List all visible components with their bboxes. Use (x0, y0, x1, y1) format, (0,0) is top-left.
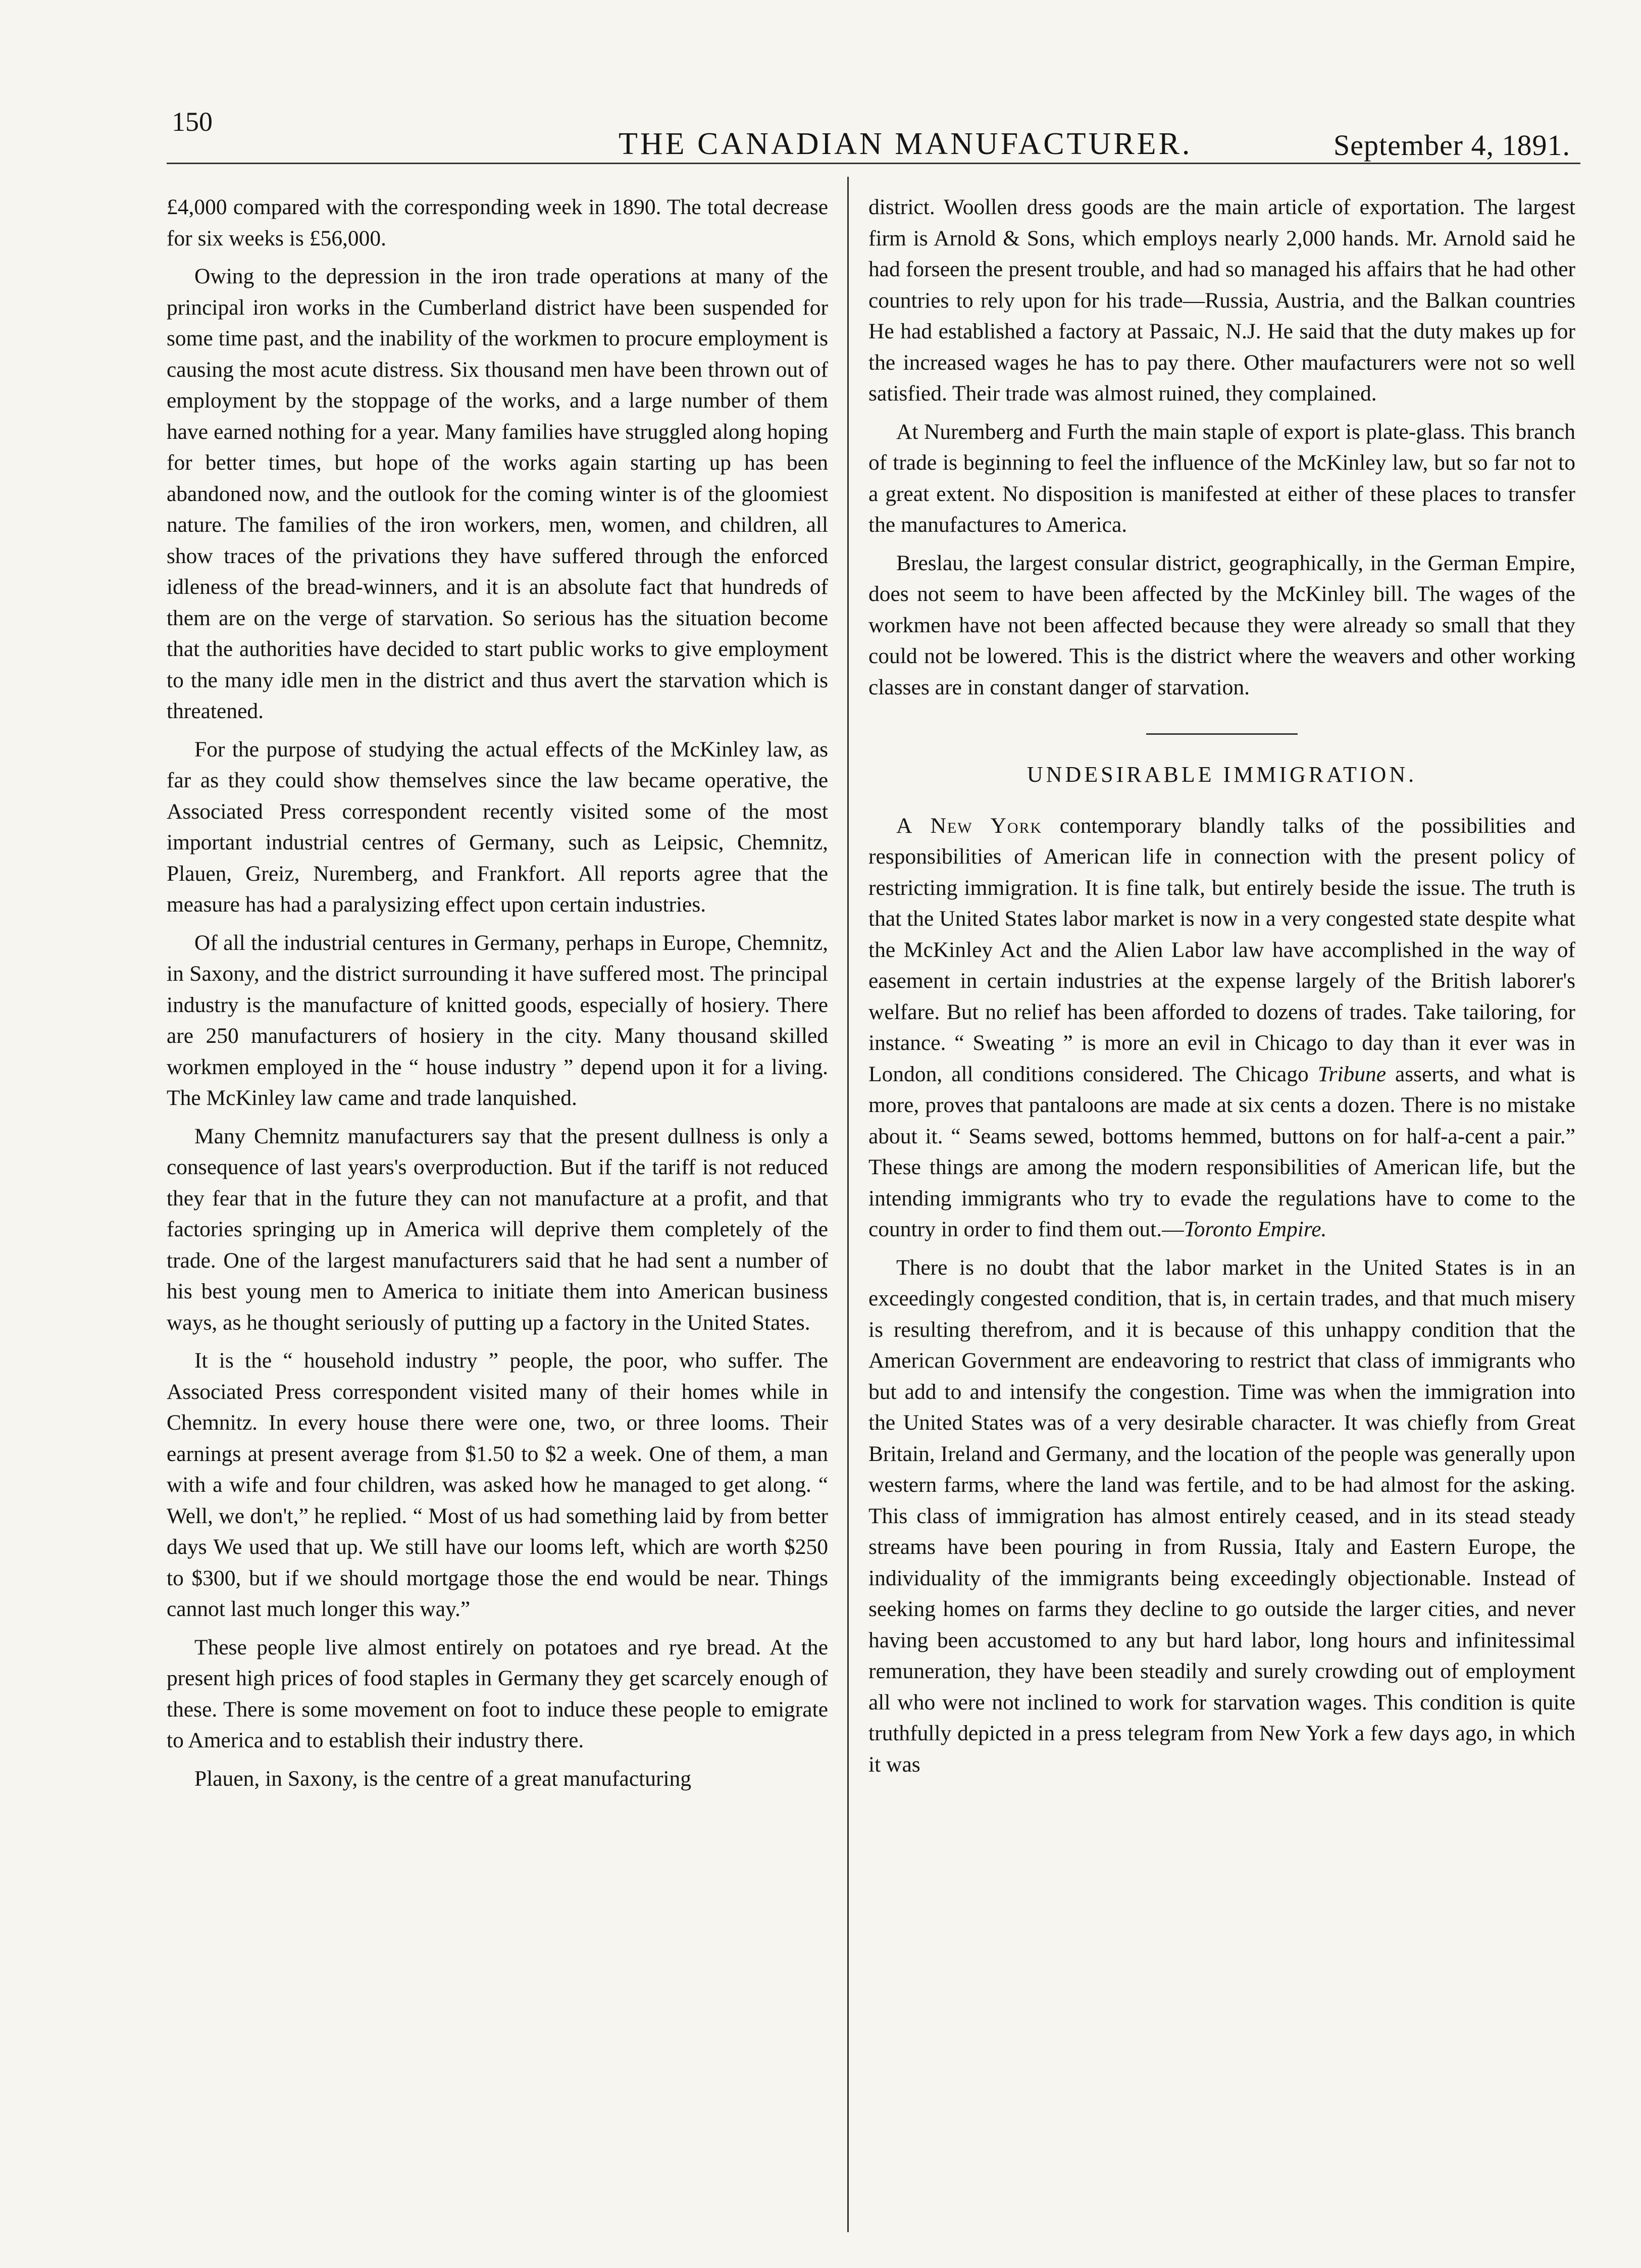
right-column (868, 192, 1575, 2222)
issue-date: September 4, 1891. (1333, 129, 1570, 162)
article-paragraph: Many Chemnitz manufacturers say that the present dullness is only a consequence of last years's overproduction. But if the tariff is not reduced they fear that in the future they can not manufacture at a profit, and that factories springing up in America will deprive them completely of the trade. One of the largest manufacturers said that he had sent a number of his best young men to America to initiate them into American business ways, as he thought seriously of putting up a factory in the United States. (167, 1124, 828, 1335)
article-paragraph: Of all the industrial centures in Germany, perhaps in Europe, Chemnitz, in Saxony, and the district surrounding it have suffered most. The principal industry is the manufacture of knitted goods, especially of hosiery. There are 250 manufacturers of hosiery in the city. Many thousand skilled workmen employed in the “ house industry ” depend upon it for a living. The McKinley law came and trade lanquished. (167, 930, 828, 1110)
article-paragraph: district. Woollen dress goods are the main article of exportation. The largest firm is Arnold & Sons, which employs nearly 2,000 hands. Mr. Arnold said he had forseen the present trouble, and had so managed his affairs that he had other countries to rely upon for his trade—Russia, Austria, and the Balkan countries He had established a factory at Passaic, N.J. He said that the duty makes up for the increased wages he has to pay there. Other maufacturers were not so well satisfied. Their trade was almost ruined, they complained. (868, 195, 1575, 406)
newspaper-name: Tribune (1317, 1062, 1387, 1086)
column-divider (847, 177, 849, 2232)
article-paragraph: These people live almost entirely on potatoes and rye bread. At the present high prices of food staples in Germany they get scarcely enough of these. There is some movement on foot to induce these people to emigrate to America and to establish their industry there. (167, 1635, 828, 1752)
article-paragraph: Owing to the depression in the iron trade operations at many of the principal iron works in the Cumberland district have been suspended for some time past, and the inability of the workmen to procure employment is causing the most acute distress. Six thousand men have been thrown out of employment by the stoppage of the works, and a large number of them have earned nothing for a year. Many families have struggled along hoping for better times, but hope of the works again starting up has been abandoned now, and the outlook for the coming winter is of the gloomiest nature. The families of the iron workers, men, women, and children, all show traces of the privations they have suffered through the enforced idleness of the bread-winners, and it is an absolute fact that hundreds of them are on the verge of starvation. So serious has the situation become that the authorities have decided to start public works to give employment to the many idle men in the district and thus avert the starvation which is threatened. (167, 264, 828, 723)
page-number: 150 (172, 107, 213, 137)
article-paragraph: Plauen, in Saxony, is the centre of a great manufacturing (194, 1766, 692, 1791)
section-heading: UNDESIRABLE IMMIGRATION. (1027, 762, 1417, 787)
publication-title: THE CANADIAN MANUFACTURER. (619, 127, 1193, 161)
article-paragraph: It is the “ household industry ” people, the poor, who suffer. The Associated Press correspondent visited many of their homes while in Chemnitz. In every house there were one, two, or three looms. Their earnings at present average from $1.50 to $2 a week. One of them, a man with a wife and four children, was asked how he managed to get along. “ Well, we don't,” he replied. “ Most of us had something laid by from better days We used that up. We still have our looms left, which are worth $250 to $300, but if we should mortgage those the end would be near. Things cannot last much longer this way.” (167, 1348, 828, 1621)
article-paragraph: There is no doubt that the labor market in the United States is in an exceedingly congested condition, that is, in certain trades, and that much misery is resulting therefrom, and it is because of this unhappy condition that the American Government are endeavoring to restrict that class of immigrants who but add to and intensify the congestion. Time was when the immigration into the United States was of a very desirable character. It was chiefly from Great Britain, Ireland and Germany, and the location of the people was generally upon western farms, where the land was fertile, and to be had almost for the asking. This class of immigration has almost entirely ceased, and in its stead steady streams have been pouring in from Russia, Italy and Eastern Europe, the individuality of the immigrants being exceedingly objectionable. Instead of seeking homes on farms they decline to go outside the larger cities, and never having been accustomed to any but hard labor, long hours and infinitessimal remuneration, they have been steadily and surely crowding out of employment all who were not inclined to work for starvation wages. This condition is quite truthfully depicted in a press telegram from New York a few days ago, in which it was (868, 1255, 1575, 1777)
article-paragraph: For the purpose of studying the actual effects of the McKinley law, as far as they could show themselves since the law became operative, the Associated Press correspondent recently visited some of the most important industrial centres of Germany, such as Leipsic, Chemnitz, Plauen, Greiz, Nuremberg, and Frankfort. All reports agree that the measure has had a paralysizing effect upon certain industries. (167, 737, 828, 917)
article-paragraph: £4,000 compared with the corresponding week in 1890. The total decrease for six weeks is £56,000. (167, 195, 828, 250)
quote-lead: A New York (896, 813, 1043, 838)
header-rule (167, 163, 1580, 164)
left-column (167, 192, 828, 2222)
quote-source: Toronto Empire. (1184, 1217, 1327, 1241)
quote-body: contemporary blandly talks of the possibilities and responsibilities of American life in connection with the present policy of restricting immigration. It is fine talk, but entirely beside the issue. The truth is that the United States labor market is now in a very congested state despite what the McKinley Act and the Alien Labor law have accomplished in the way of easement in certain industries at the expense largely of the British laborer's welfare. But no relief has been afforded to dozens of trades. Take tailoring, for instance. “ Sweating ” is more an evil in Chicago to day than it ever was in London, all conditions considered. The Chicago (868, 813, 1575, 1086)
article-paragraph: Breslau, the largest consular district, geographically, in the German Empire, does not seem to have been affected by the McKinley bill. The wages of the workmen have not been affected because they were already so small that they could not be lowered. This is the district where the weavers and other working classes are in constant danger of starvation. (868, 550, 1575, 699)
section-divider (1146, 733, 1298, 735)
quote-body: asserts, and what is more, proves that pantaloons are made at six cents a dozen. There is no mistake about it. “ Seams sewed, bottoms hemmed, buttons on for half-a-cent a pair.” These things are among the modern responsibilities of American life, but the intending immigrants who try to evade the regulations have to come to the country in order to find them out.— (868, 1062, 1575, 1241)
page-header (167, 101, 1570, 162)
quoted-paragraph (868, 811, 1575, 1245)
article-paragraph: At Nuremberg and Furth the main staple of export is plate-glass. This branch of trade is beginning to feel the influence of the McKinley law, but so far not to a great extent. No disposition is manifested at either of these places to transfer the manufactures to America. (868, 419, 1575, 537)
